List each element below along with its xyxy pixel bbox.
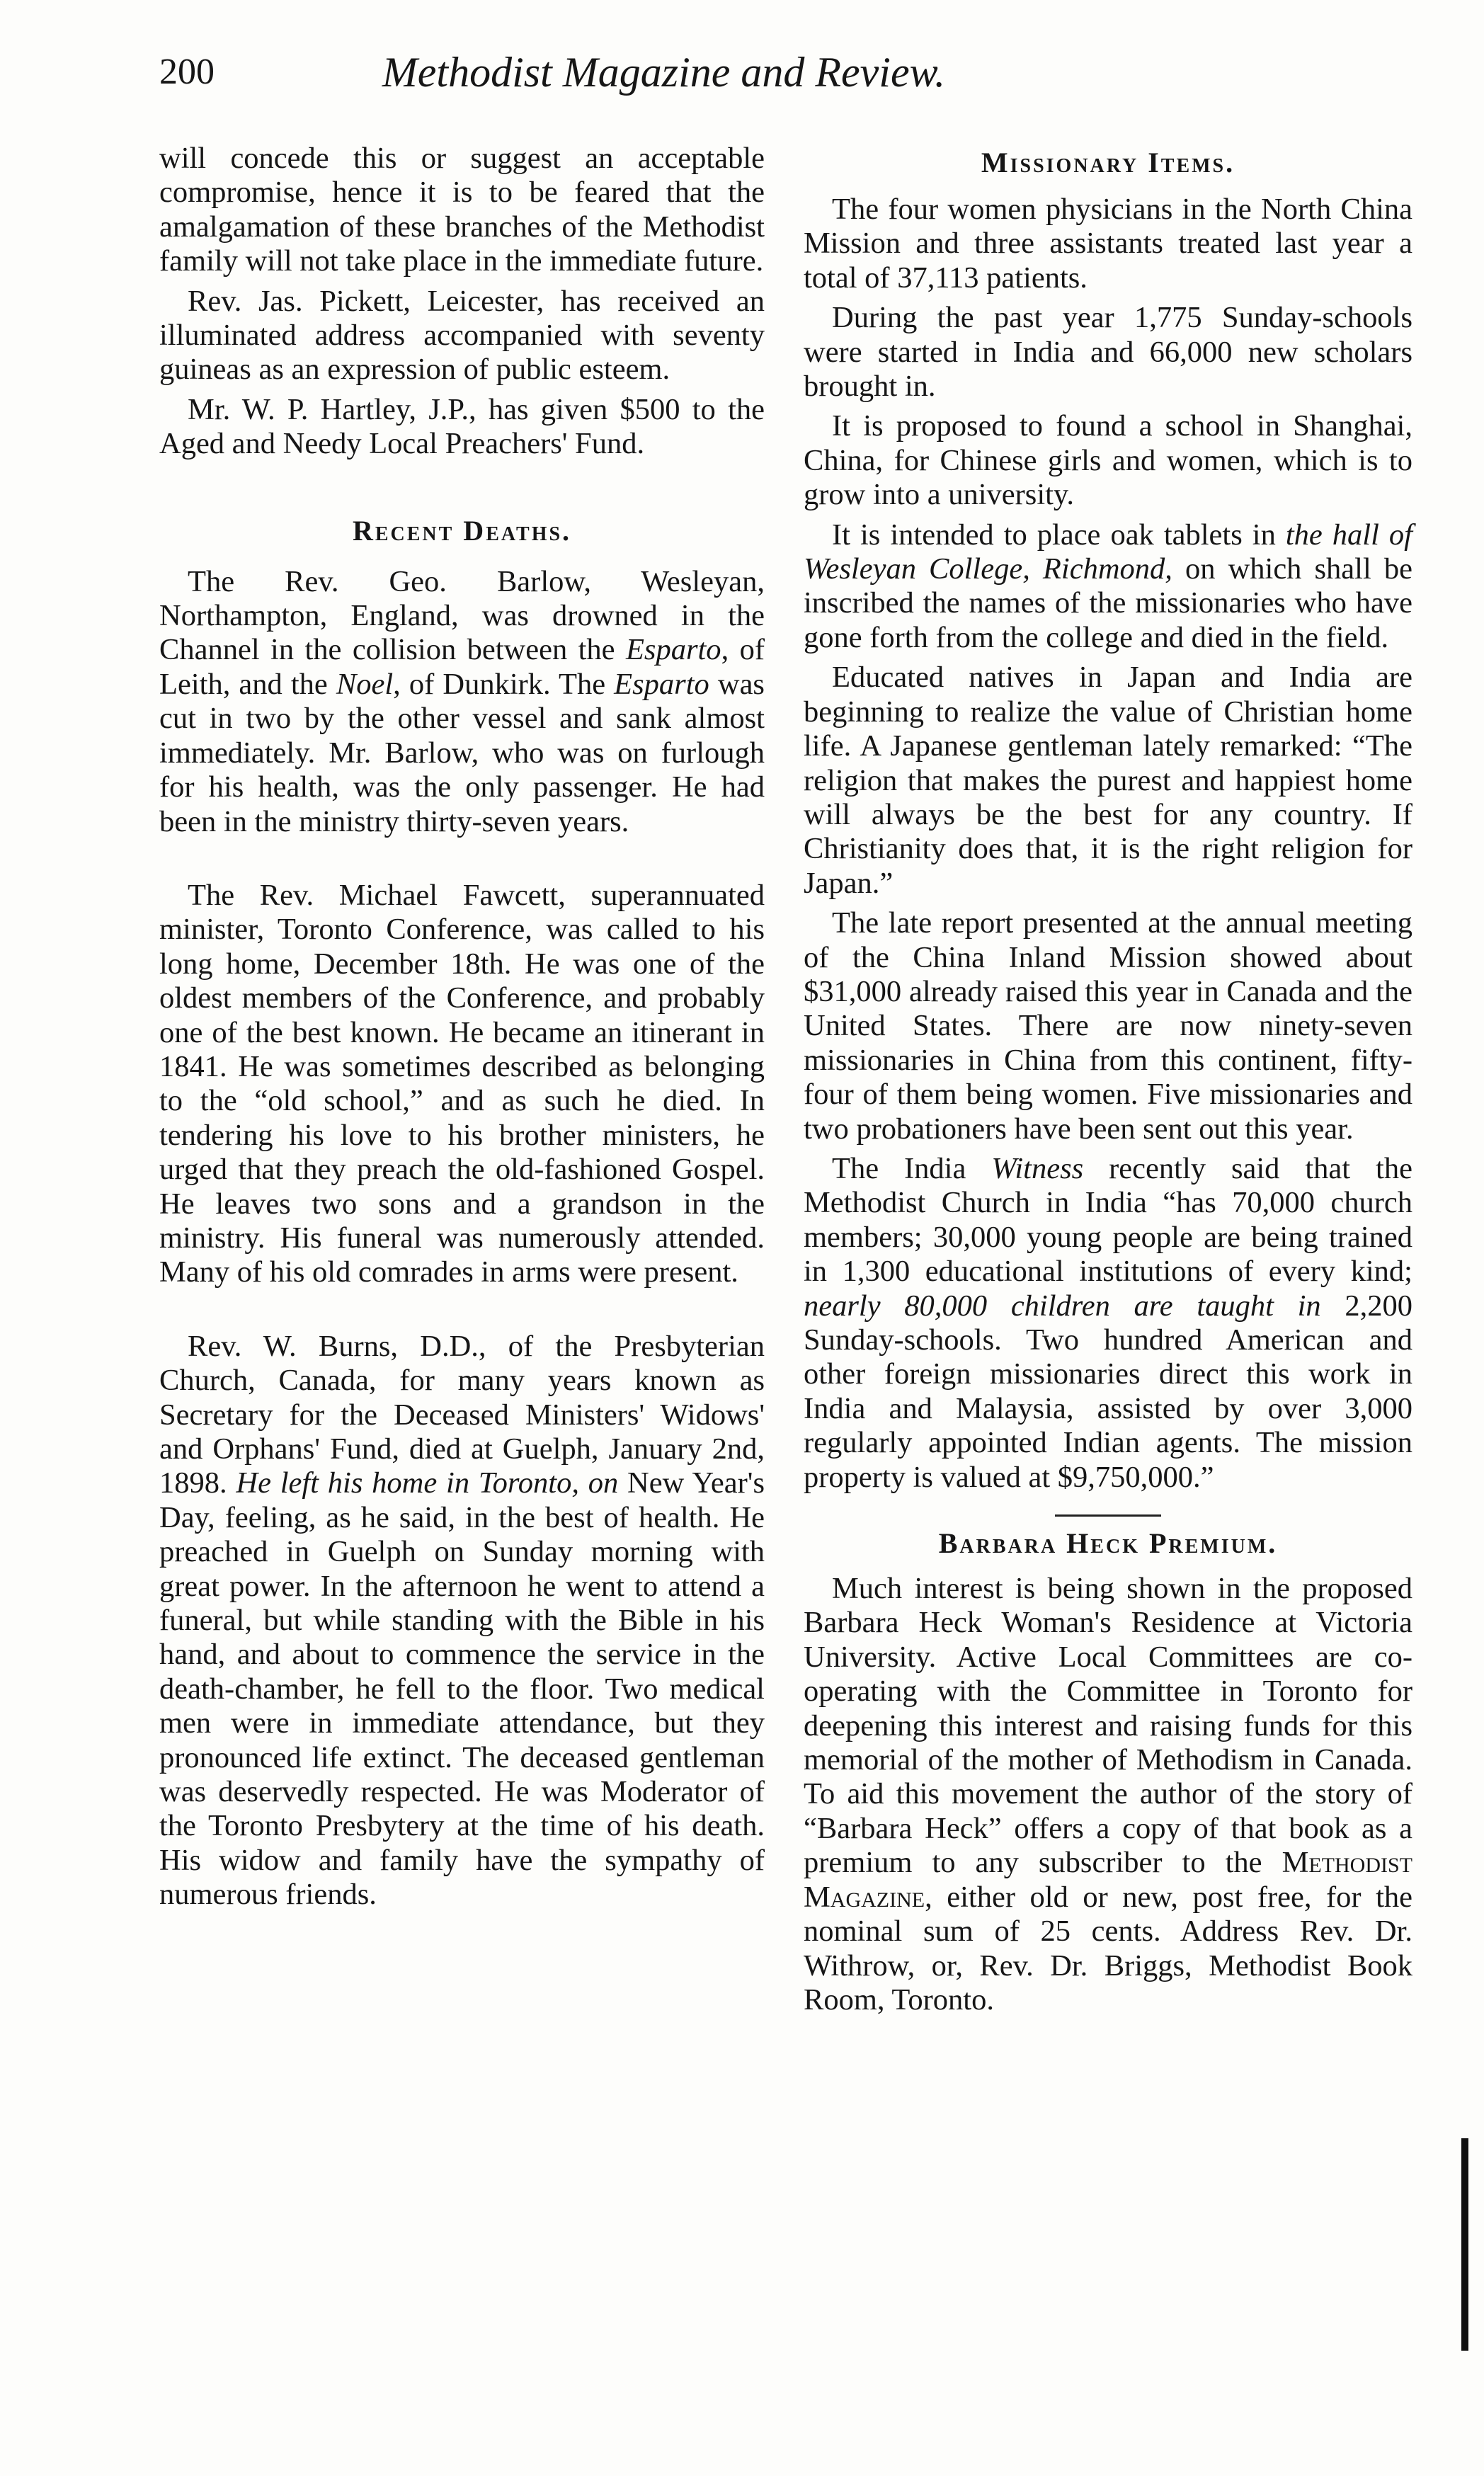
running-head xyxy=(159,44,1105,101)
physicians-paragraph: The four women physicians in the North China Mission and three assistants treated last year a total of 37,113 patients. xyxy=(804,193,1412,295)
barbara-heck-heading: Barbara Heck Premium. xyxy=(938,1527,1278,1560)
recent-deaths-heading: Recent Deaths. xyxy=(352,514,572,547)
missionary-items-heading: Missionary Items. xyxy=(981,147,1235,178)
hartley-paragraph: Mr. W. P. Hartley, J.P., has given $500 to the Aged and Needy Local Preachers' Fund. xyxy=(159,392,765,461)
barlow-paragraph: The Rev. Geo. Barlow, Wesleyan, Northampton, England, was drowned in the Channel in the collision between the Esparto, of Leith, and the Noel, of Dunkirk. The Esparto was cut in two by the other vessel and sank almost immediately. Mr. Barlow, who was on furlough for his health, was the only passenger. He had been in the ministry thirty-seven years. xyxy=(159,564,765,838)
china-inland-paragraph: The late report presented at the annual meeting of the China Inland Mission showed about $31,000 already raised this year in Canada and the United States. There are now ninety-seven missionaries in China from this continent, fifty-four of them being women. Five missionaries and two probationers have been sent out this year. xyxy=(804,906,1412,1146)
india-witness-paragraph: The India Witness recently said that the Methodist Church in India “has 70,000 church members; 30,000 young people are being trained in 1,300 educational institutions of every kind; nearly 80,000 children are taught in 2,200 Sunday-schools. Two hundred American and other foreign missionaries direct this work in India and Malaysia, assisted by over 3,000 regularly appointed Indian agents. The mission property is valued at $9,750,000.” xyxy=(804,1151,1412,1494)
page-edge-mark xyxy=(1461,2138,1468,2351)
burns-paragraph: Rev. W. Burns, D.D., of the Presbyterian Church, Canada, for many years known as Secretary for the Deceased Ministers' Widows' and Orphans' Fund, died at Guelph, January 2nd, 1898. He left his home in Toronto, on New Year's Day, feeling, as he said, in the best of health. He preached in Guelph on Sunday morning with great power. In the afternoon he went to attend a funeral, but while standing with the Bible in his hand, and about to commence the service in the death-chamber, he fell to the floor. Two medical men were in immediate attendance, but they pronounced life extinct. The deceased gentleman was deservedly respected. He was Moderator of the Toronto Presbytery at the time of his death. His widow and family have the sympathy of numerous friends. xyxy=(159,1329,765,1912)
page-number: 200 xyxy=(159,52,215,92)
oak-tablets-paragraph: It is intended to place oak tablets in the hall of Wesleyan College, Richmond, on which shall be inscribed the names of the missionaries who have gone forth from the college and died in the field. xyxy=(804,518,1412,654)
sunday-schools-paragraph: During the past year 1,775 Sunday-schools were started in India and 66,000 new scholars brought in. xyxy=(804,301,1412,404)
journal-title: Methodist Magazine and Review. xyxy=(382,49,946,96)
pickett-paragraph: Rev. Jas. Pickett, Leicester, has received an illuminated address accompanied with seventy guineas as an expression of public esteem. xyxy=(159,284,765,387)
japan-paragraph: Educated natives in Japan and India are beginning to realize the value of Christian home life. A Japanese gentleman lately remarked: “The religion that makes the purest and happiest home will always be the best for any country. If Christianity does that, it is the right religion for Japan.” xyxy=(804,661,1412,900)
section-divider xyxy=(1055,1514,1161,1517)
shanghai-paragraph: It is proposed to found a school in Shanghai, China, for Chinese girls and women, which is to grow into a university. xyxy=(804,409,1412,512)
continuation-paragraph: will concede this or suggest an acceptable compromise, hence it is to be feared that the amalgamation of these branches of the Methodist family will not take place in the immediate future. xyxy=(159,142,765,278)
right-column xyxy=(804,142,1412,2023)
barbara-heck-paragraph: Much interest is being shown in the proposed Barbara Heck Woman's Residence at Victoria University. Active Local Committees are co-operating with the Committee in Toronto for deepening this interest and raising funds for this memorial of the mother of Methodism in Canada. To aid this movement the author of the story of “Barbara Heck” offers a copy of that book as a premium to any subscriber to the Methodist Magazine, either old or new, post free, for the nominal sum of 25 cents. Address Rev. Dr. Withrow, or, Rev. Dr. Briggs, Methodist Book Room, Toronto. xyxy=(804,1572,1412,2016)
left-column xyxy=(159,142,765,1918)
fawcett-paragraph: The Rev. Michael Fawcett, superannuated minister, Toronto Conference, was called to his long home, December 18th. He was one of the oldest members of the Conference, and probably one of the best known. He became an itinerant in 1841. He was sometimes described as belonging to the “old school,” and as such he died. In tendering his love to his brother ministers, he urged that they preach the old-fashioned Gospel. He leaves two sons and a grandson in the ministry. His funeral was numerously attended. Many of his old comrades in arms were present. xyxy=(159,878,765,1289)
